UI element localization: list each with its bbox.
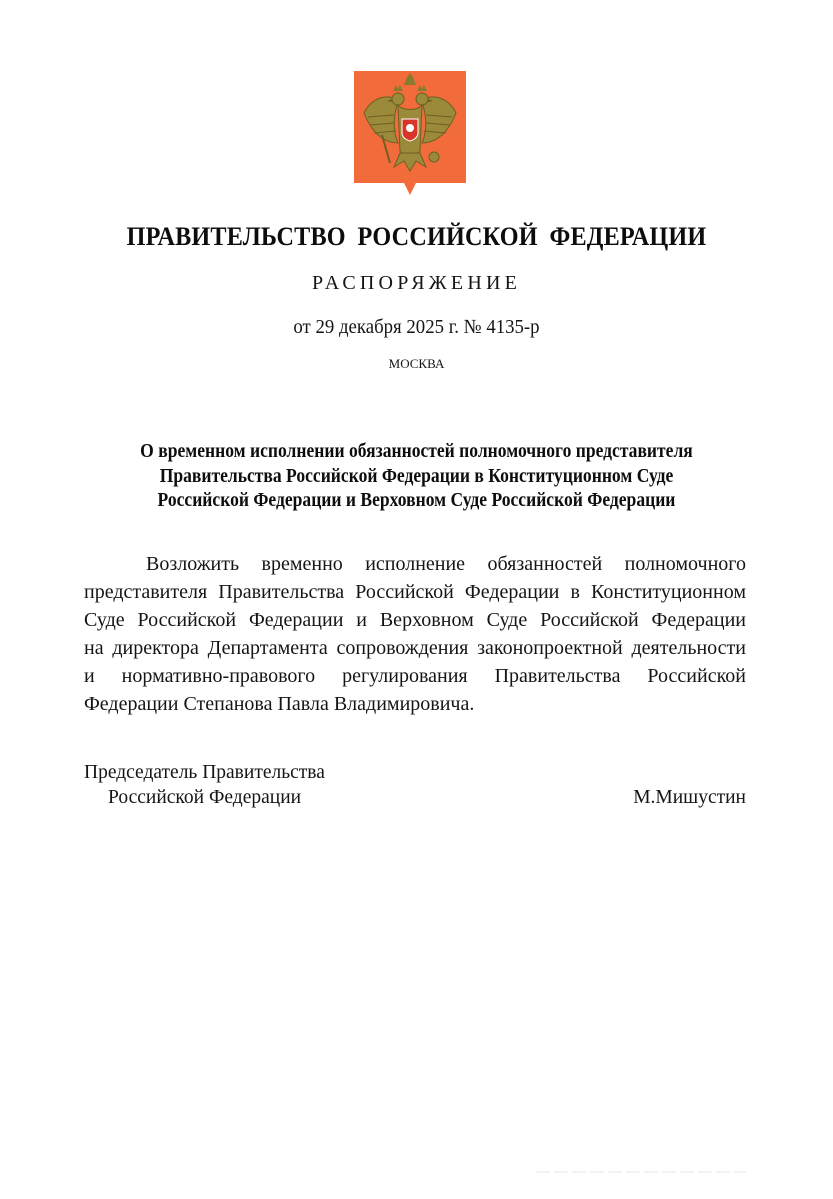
body-line: представителя Правительства Российской Федерации в Конституционном [84,581,746,603]
body-line: Суде Российской Федерации и Верховном Суде Российской Федерации [84,609,746,631]
signatory-position-line: Председатель Правительства [84,762,325,783]
body-line: и нормативно-правового регулирования Правительства Российской [84,665,746,687]
faint-footer-mark [536,1171,746,1173]
subject-line: Правительства Российской Федерации в Конституционном Суде [159,465,674,487]
body-line: Возложить временно исполнение обязанностей полномочного [146,553,746,575]
body-line: Федерации Степанова Павла Владимировича. [84,693,475,715]
document-date-number: от 29 декабря 2025 г. № 4135-р [293,316,540,338]
subject-line: Российской Федерации и Верховном Суде Российской Федерации [157,490,676,511]
subject-line: О временном исполнении обязанностей полномочного представителя [140,441,693,462]
signatory-position-line: Российской Федерации [108,787,302,808]
document-type: РАСПОРЯЖЕНИЕ [311,272,522,294]
signatory-position [84,760,325,810]
document-city: МОСКВА [388,356,445,371]
coat-of-arms-icon [354,71,466,195]
signatory-name: М.Мишустин [633,787,746,808]
government-title: ПРАВИТЕЛЬСТВО РОССИЙСКОЙ ФЕДЕРАЦИИ [126,222,707,251]
document-body [84,550,746,718]
document-subject [80,440,753,514]
body-line: на директора Департамента сопровождения законопроектной деятельности [84,637,746,659]
